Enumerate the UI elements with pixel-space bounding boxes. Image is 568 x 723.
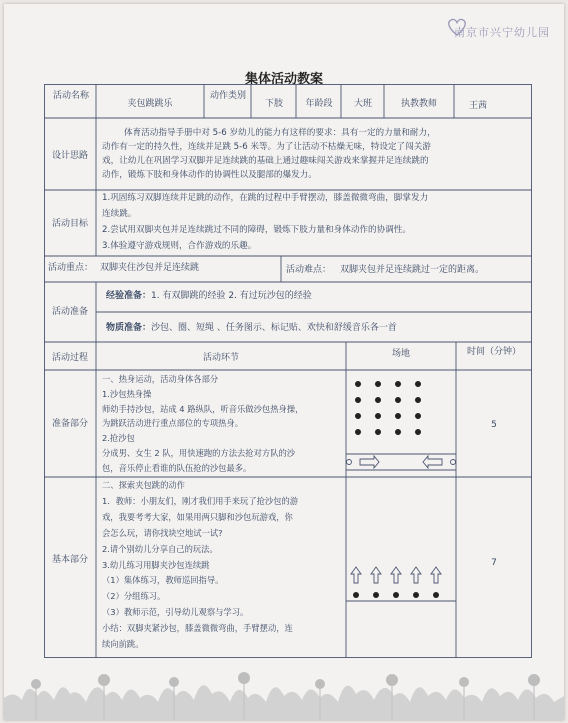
warmup-venue-diagram bbox=[346, 370, 456, 477]
venue-header: 场地 bbox=[391, 349, 410, 359]
jump-venue-diagram bbox=[346, 477, 456, 658]
page-title: 集体活动教案 bbox=[244, 72, 323, 87]
prep-part-time: 5 bbox=[491, 420, 497, 430]
keypoints-value: 双脚夹住沙包并足连续跳 bbox=[100, 263, 200, 273]
material-prep: 物质准备：沙包、圈、短绳 、任务图示、标记贴、欢快和舒缓音乐各一首 bbox=[106, 323, 397, 333]
basic-part-label: 基本部分 bbox=[51, 555, 88, 565]
basic-part-text: 二、探索夹包跳的动作 1．教师：小朋友们，刚才我们用手来玩了抢沙包的游 戏，我要考考大家，如果用两只脚和沙包玩游戏，你 会怎么玩，请你找块空地试一试? 2.请个别幼儿分享自己的玩法。 3.幼儿练习用脚夹沙包连续跳 （1）集体练习，教师巡回指导。 （2）分组练习。 （3）教师示范，引导幼儿观察与学习。 小结：双脚夹紧沙包，膝盖微微弯曲，手臂摆动，连 续向前跳。 bbox=[102, 480, 299, 650]
difficulty-label: 活动难点： bbox=[286, 265, 332, 275]
goals-label: 活动目标 bbox=[51, 219, 88, 229]
lesson-table bbox=[44, 84, 532, 658]
age-label: 年龄段 bbox=[305, 99, 333, 109]
design-label: 设计思路 bbox=[51, 151, 88, 161]
teacher-label: 执教教师 bbox=[400, 99, 437, 109]
kindergarten-logo: 南京市兴宁幼儿园 bbox=[454, 26, 550, 39]
prep-part-text: 一、热身运动，活动身体各部分 1.沙包热身操 师幼手持沙包，站成 4 路纵队，听音乐做沙包热身操， 为跳跃活动进行重点部位的专项热身。 2.抢沙包 分成男、女生 2 队，用快速跑的方法去抢对方队的沙 包，音乐停止看谁的队伍抢的沙包最多。 bbox=[102, 374, 304, 473]
steps-header: 活动环节 bbox=[202, 353, 239, 363]
age-value: 大班 bbox=[353, 99, 372, 109]
activity-name-label: 活动名称 bbox=[52, 91, 89, 101]
process-label: 活动过程 bbox=[51, 353, 88, 363]
time-header: 时间（分钟） bbox=[466, 347, 521, 357]
flower-border-decoration bbox=[4, 650, 564, 720]
category-value: 下肢 bbox=[264, 99, 283, 109]
prep-part-label: 准备部分 bbox=[51, 419, 88, 429]
goals-text: 1.巩固练习双脚连续并足跳的动作，在跳的过程中手臂摆动，膝盖微微弯曲，脚掌发力 连续跳。 2.尝试用双脚夹包并足连续跳过不同的障碍，锻炼下肢力量和身体动作的协调性。 3.体验遵守游戏规则，合作游戏的乐趣。 bbox=[102, 193, 429, 251]
lesson-plan-page bbox=[4, 4, 564, 720]
difficulty-value: 双脚夹包并足连续跳过一定的距离。 bbox=[340, 265, 485, 275]
category-label: 动作类别 bbox=[209, 91, 246, 101]
basic-part-time: 7 bbox=[491, 558, 497, 568]
experience-prep: 经验准备：1. 有双脚跳的经验 2. 有过玩沙包的经验 bbox=[106, 291, 312, 301]
design-text: 体育活动指导手册中对 5-6 岁幼儿的能力有这样的要求：具有一定的力量和耐力， 动作有一定的持久性，连续并足跳 5-6 米等。为了让活动不枯燥无味，特设定了闯关游 戏，让幼儿在巩固学习双脚并足连续跳的基础上通过趣味闯关游戏来掌握并足连续跳的 动作，锻炼下肢和身体动作的协调性以及腿部的爆发力。 bbox=[102, 128, 436, 180]
activity-name-value: 夹包跳跳乐 bbox=[127, 99, 173, 109]
keypoints-label: 活动重点： bbox=[48, 263, 94, 273]
teacher-value: 王茜 bbox=[468, 101, 487, 111]
prep-label: 活动准备 bbox=[51, 307, 88, 317]
